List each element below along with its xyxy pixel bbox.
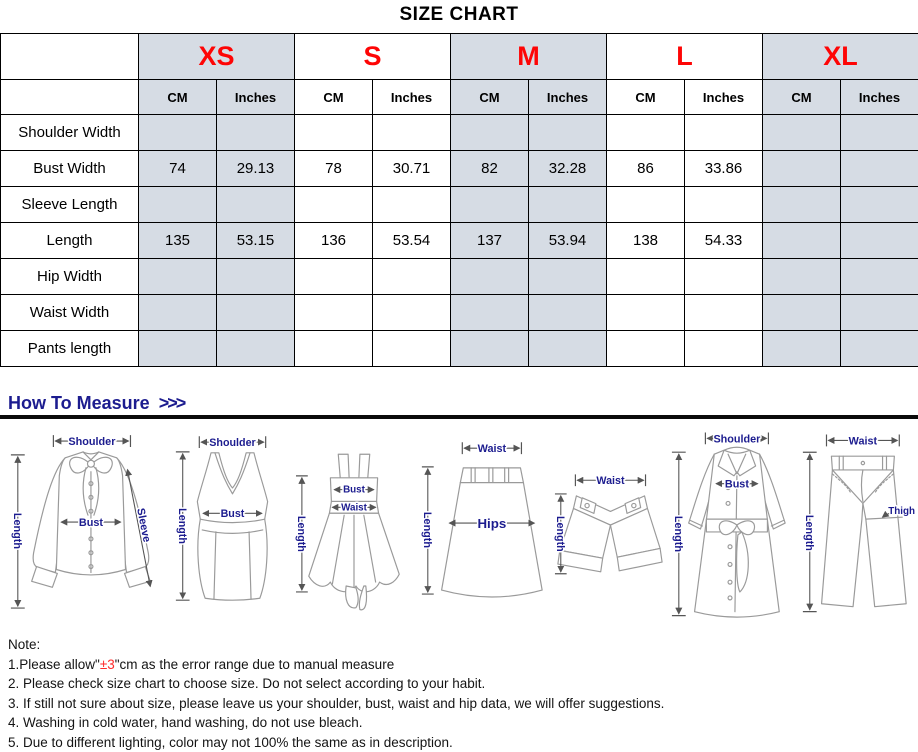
row-label: Pants length: [1, 331, 139, 367]
size-value-cell: [685, 259, 763, 295]
row-label: Sleeve Length: [1, 187, 139, 223]
note-line-2: 2. Please check size chart to choose size. Do not select according to your habit.: [8, 676, 486, 691]
size-value-cell: [763, 295, 841, 331]
measure-label-length: Length: [420, 511, 433, 549]
measure-label-waist: Waist: [848, 435, 878, 448]
unit-header-row: [1, 80, 918, 115]
size-value-cell: [685, 295, 763, 331]
size-value-cell: [295, 187, 373, 223]
size-value-cell: [529, 295, 607, 331]
measure-label-bust: Bust: [78, 517, 104, 530]
size-value-cell: [295, 259, 373, 295]
size-value-cell: [373, 331, 451, 367]
measure-label-shoulder: Shoulder: [713, 433, 761, 446]
size-value-cell: 30.71: [373, 151, 451, 187]
corner-cell: [1, 80, 139, 115]
size-value-cell: [841, 295, 918, 331]
row-label: Hip Width: [1, 259, 139, 295]
size-value-cell: [763, 187, 841, 223]
size-value-cell: 29.13: [217, 151, 295, 187]
unit-header: CM: [763, 80, 841, 115]
chevrons-right-icon: >>>: [158, 393, 185, 413]
measure-label-bust: Bust: [342, 484, 365, 496]
size-value-cell: 54.33: [685, 223, 763, 259]
tolerance-value: ±3: [99, 656, 115, 672]
note-line-5: 5. Due to different lighting, color may not 100% the same as in description.: [8, 734, 453, 750]
size-value-cell: [763, 223, 841, 259]
size-value-cell: [529, 115, 607, 151]
unit-header: Inches: [529, 80, 607, 115]
measure-figures: [0, 419, 918, 631]
figure-blouse: [2, 425, 170, 630]
how-to-measure-text: How To Measure: [8, 393, 150, 413]
measure-label-thigh: Thigh: [888, 506, 915, 518]
size-header-xl: XL: [763, 34, 918, 80]
size-value-cell: [217, 115, 295, 151]
size-value-cell: [685, 115, 763, 151]
size-value-cell: [841, 115, 918, 151]
unit-header: Inches: [373, 80, 451, 115]
size-value-cell: [607, 331, 685, 367]
size-value-cell: [217, 295, 295, 331]
size-value-cell: [607, 295, 685, 331]
size-value-cell: [139, 331, 217, 367]
size-value-cell: [373, 259, 451, 295]
how-to-measure-heading: [8, 393, 918, 413]
measure-label-length: Length: [294, 515, 307, 552]
table-row: [1, 331, 918, 367]
corner-cell: [1, 34, 139, 80]
notes-section: [8, 635, 918, 752]
measure-label-bust: Bust: [724, 478, 749, 491]
measure-label-bust: Bust: [220, 508, 245, 521]
size-value-cell: 32.28: [529, 151, 607, 187]
size-value-cell: [685, 331, 763, 367]
size-value-cell: [373, 187, 451, 223]
size-value-cell: [841, 259, 918, 295]
size-value-cell: [217, 259, 295, 295]
size-value-cell: [841, 151, 918, 187]
size-value-cell: [373, 115, 451, 151]
size-value-cell: [139, 259, 217, 295]
row-label: Shoulder Width: [1, 115, 139, 151]
size-value-cell: [451, 295, 529, 331]
size-value-cell: 136: [295, 223, 373, 259]
note-line-1: 1.Please allow"±3"cm as the error range due to manual measure: [8, 656, 395, 672]
size-value-cell: 53.15: [217, 223, 295, 259]
measure-label-length: Length: [671, 515, 684, 552]
page-title: SIZE CHART: [399, 4, 519, 25]
size-value-cell: 74: [139, 151, 217, 187]
size-value-cell: [373, 295, 451, 331]
unit-header: CM: [451, 80, 529, 115]
size-header-row: [1, 34, 918, 80]
table-row: [1, 259, 918, 295]
row-label: Bust Width: [1, 151, 139, 187]
size-value-cell: [451, 259, 529, 295]
size-value-cell: [763, 151, 841, 187]
unit-header: Inches: [685, 80, 763, 115]
size-value-cell: 82: [451, 151, 529, 187]
unit-header: CM: [607, 80, 685, 115]
size-value-cell: [529, 259, 607, 295]
size-value-cell: [139, 295, 217, 331]
table-row: [1, 223, 918, 259]
size-value-cell: [451, 187, 529, 223]
figure-dress: [295, 425, 413, 630]
size-value-cell: [607, 259, 685, 295]
figure-coat: [667, 425, 795, 630]
measure-label-waist: Waist: [340, 502, 367, 514]
measure-label-waist: Waist: [596, 475, 625, 488]
size-header-xs: XS: [139, 34, 295, 80]
size-header-l: L: [607, 34, 763, 80]
note-line-4: 4. Washing in cold water, hand washing, do not use bleach.: [8, 715, 363, 730]
measure-label-length: Length: [176, 508, 189, 544]
table-row: [1, 151, 918, 187]
size-value-cell: 137: [451, 223, 529, 259]
notes-heading: Note:: [8, 637, 41, 652]
size-value-cell: [763, 331, 841, 367]
size-value-cell: 33.86: [685, 151, 763, 187]
size-value-cell: [607, 115, 685, 151]
size-value-cell: 86: [607, 151, 685, 187]
size-value-cell: [217, 331, 295, 367]
size-value-cell: 138: [607, 223, 685, 259]
size-value-cell: [295, 331, 373, 367]
size-value-cell: [685, 187, 763, 223]
figure-shorts: [553, 425, 665, 630]
size-value-cell: [841, 187, 918, 223]
figure-pants: [796, 425, 916, 630]
size-value-cell: [295, 295, 373, 331]
table-row: [1, 295, 918, 331]
size-value-cell: [763, 259, 841, 295]
size-value-cell: [529, 187, 607, 223]
unit-header: Inches: [841, 80, 918, 115]
size-value-cell: 135: [139, 223, 217, 259]
size-value-cell: 78: [295, 151, 373, 187]
measure-label-length: Length: [802, 514, 815, 551]
unit-header: CM: [139, 80, 217, 115]
measure-label-length: Length: [554, 515, 567, 552]
size-value-cell: [607, 187, 685, 223]
size-value-cell: [841, 331, 918, 367]
unit-header: CM: [295, 80, 373, 115]
size-header-s: S: [295, 34, 451, 80]
size-value-cell: 53.94: [529, 223, 607, 259]
size-value-cell: [841, 223, 918, 259]
size-table: [0, 33, 918, 367]
note-line-3: 3. If still not sure about size, please leave us your shoulder, bust, waist and hip data, we will offer suggestions.: [8, 695, 665, 711]
figure-tank-top: [171, 425, 293, 630]
measure-label-length: Length: [10, 512, 23, 550]
size-value-cell: [217, 187, 295, 223]
row-label: Waist Width: [1, 295, 139, 331]
size-header-m: M: [451, 34, 607, 80]
size-value-cell: [529, 331, 607, 367]
unit-header: Inches: [217, 80, 295, 115]
measure-label-shoulder: Shoulder: [209, 437, 257, 450]
measure-label-waist: Waist: [477, 443, 507, 456]
size-value-cell: [763, 115, 841, 151]
size-value-cell: [451, 115, 529, 151]
row-label: Length: [1, 223, 139, 259]
measure-label-shoulder: Shoulder: [68, 435, 116, 448]
size-value-cell: [139, 187, 217, 223]
figure-skirt: [414, 425, 552, 630]
table-row: [1, 187, 918, 223]
measure-label-sleeve: Sleeve: [134, 507, 153, 544]
size-value-cell: 53.54: [373, 223, 451, 259]
size-value-cell: [451, 331, 529, 367]
table-row: [1, 115, 918, 151]
measure-label-hips: Hips: [477, 515, 507, 531]
size-value-cell: [139, 115, 217, 151]
size-value-cell: [295, 115, 373, 151]
